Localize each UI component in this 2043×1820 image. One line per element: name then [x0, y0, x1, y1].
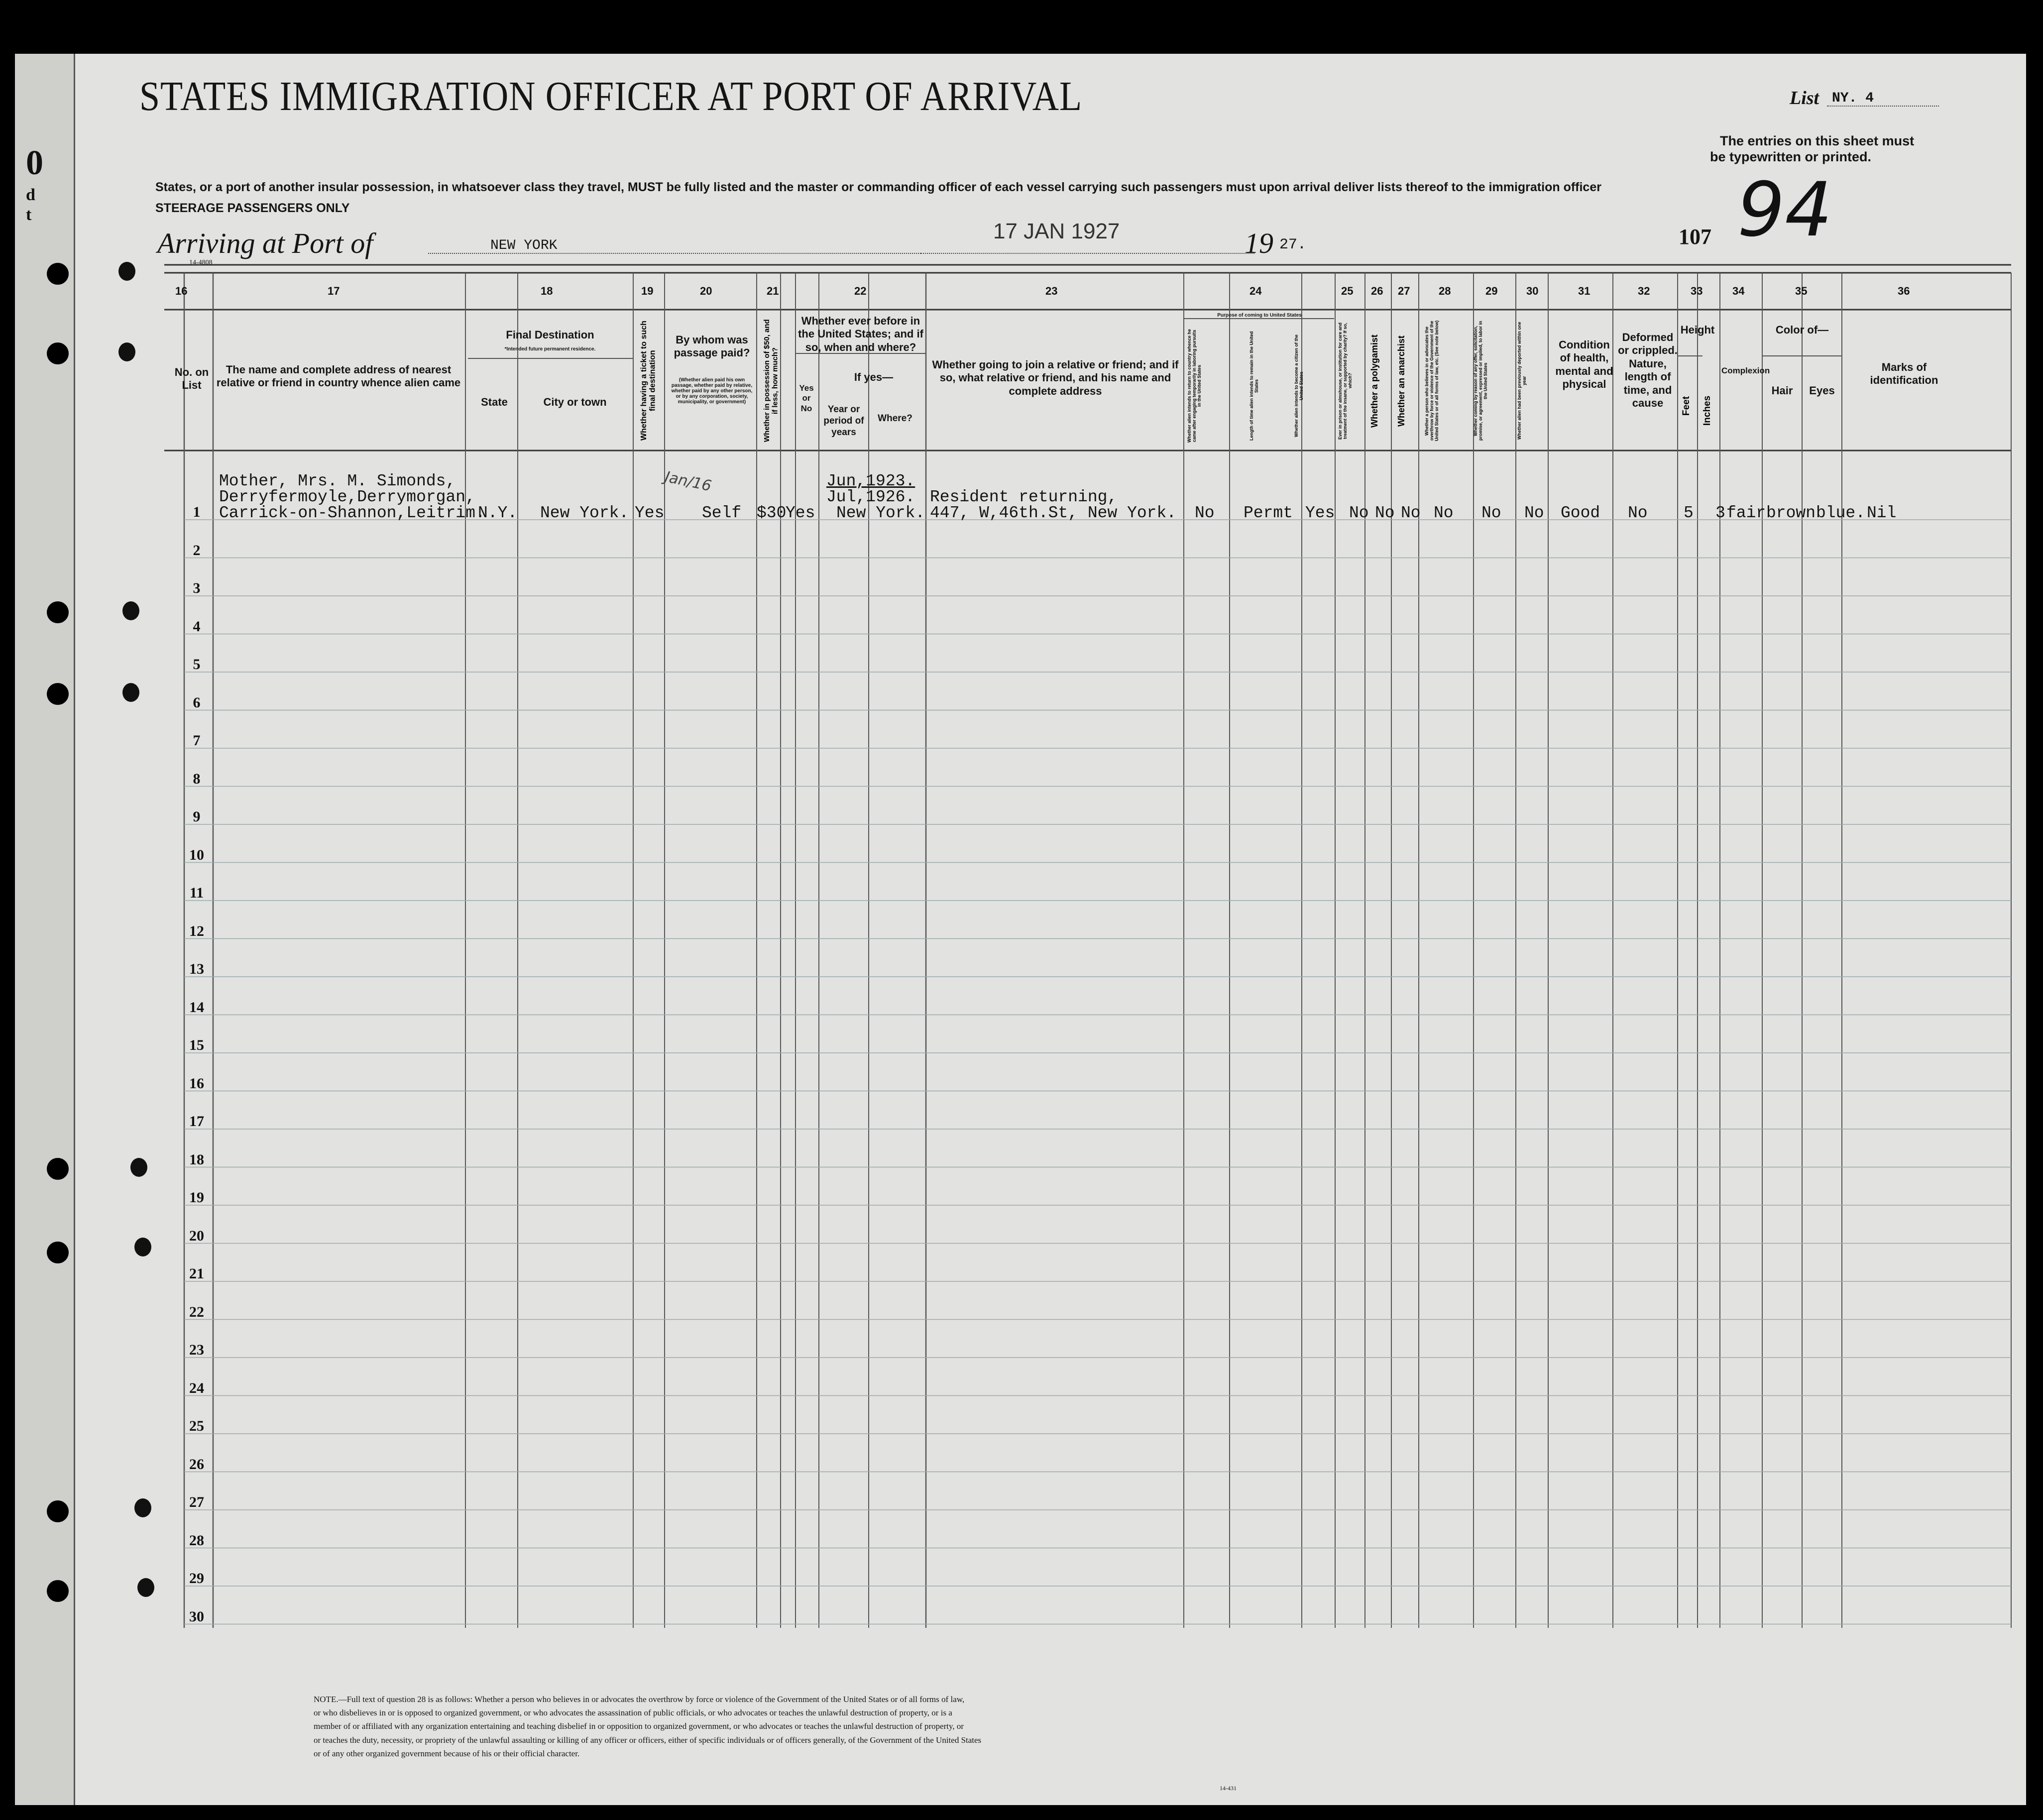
- row-number: 17: [189, 1113, 204, 1130]
- footnote-line: or teaches the duty, necessity, or propriety of the unlawful assaulting or killing of any officer or officers, either of specific individuals or of officers generally, of the Government of the United States: [314, 1735, 982, 1745]
- where-value: New York.: [836, 504, 925, 522]
- col-header-q29: Whether coming by reason of any offer, solicitation, promise, or agreement, expressed or implied, to labor in the United States: [1473, 321, 1488, 441]
- row-number: 5: [193, 656, 201, 673]
- col-header-purpose: Purpose of coming to United States: [1217, 313, 1302, 318]
- relative-line-3: Carrick-on-Shannon,Leitrim.: [219, 504, 485, 522]
- anarchist-value: No: [1401, 504, 1421, 522]
- col-header-color: Color of—: [1775, 324, 1829, 336]
- col-header-marks: Marks of identification: [1870, 361, 1938, 387]
- page-number-printed: 107: [1679, 225, 1711, 249]
- footnote-form-number: 14-431: [1220, 1785, 1237, 1792]
- col-header-passage-note: (Whether alien paid his own passage, whether paid by relative, whether paid by any other person, or by any corporation, society, municipality, or government): [671, 377, 753, 405]
- row-number: 1: [193, 504, 201, 520]
- row-number: 12: [189, 922, 204, 939]
- row-number: 30: [189, 1608, 204, 1625]
- row-number: 16: [189, 1075, 204, 1092]
- col-number: 19: [641, 285, 654, 297]
- col-number: 29: [1485, 285, 1498, 297]
- col-header-year: Year or period of years: [823, 404, 864, 438]
- footnote-line: or who disbelieves in or is opposed to organized government, or who advocates the assassination of public officials, or who advocates or teaches the unlawful destruction of property, or is a: [314, 1708, 952, 1718]
- col-header-height: Height: [1680, 324, 1715, 336]
- col-number: 26: [1371, 285, 1383, 297]
- footnote-line: or of any other organized government because of his or their official character.: [314, 1748, 580, 1758]
- row-number: 25: [189, 1418, 204, 1434]
- row-number: 24: [189, 1379, 204, 1396]
- q25-value: No: [1349, 504, 1369, 522]
- return-intent-value: No: [1195, 504, 1215, 522]
- entries-note-2: be typewritten or printed.: [1710, 149, 1872, 164]
- ticket-value: Yes: [635, 504, 665, 522]
- col-number: 34: [1732, 285, 1745, 297]
- col-number: 24: [1249, 285, 1262, 297]
- row-number: 20: [189, 1227, 204, 1244]
- row-number: 14: [189, 999, 204, 1016]
- col-number: 25: [1341, 285, 1354, 297]
- col-number: 27: [1398, 285, 1410, 297]
- relative-line-1: Mother, Mrs. M. Simonds,: [219, 472, 456, 490]
- subtitle-line: States, or a port of another insular possession, in whatsoever class they travel, MUST be fully listed and the master or commanding officer of each vessel carrying such passengers must upon arrival deliver lists thereof to the immigration officer: [155, 180, 1601, 194]
- row-number: 9: [193, 808, 201, 825]
- date-stamp: 17 JAN 1927: [993, 219, 1120, 243]
- feet-value: 5: [1684, 504, 1694, 522]
- col-header-no-on-list: No. on List: [174, 366, 209, 392]
- length-stay-value: Permt: [1244, 504, 1293, 522]
- row-number: 29: [189, 1570, 204, 1587]
- col-number: 18: [541, 285, 553, 297]
- row-number: 6: [193, 694, 201, 711]
- row-number: 22: [189, 1303, 204, 1320]
- money-value: $30: [757, 504, 787, 522]
- col-number: 33: [1691, 285, 1703, 297]
- col-header-city: City or town: [543, 396, 607, 408]
- hair-value: brown: [1766, 504, 1816, 522]
- year-prefix: 19: [1245, 227, 1273, 259]
- col-number: 17: [328, 285, 340, 297]
- port-name: NEW YORK: [490, 238, 558, 253]
- col-header-inches: Inches: [1702, 395, 1712, 426]
- q29-value: No: [1481, 504, 1501, 522]
- col-number: 35: [1795, 285, 1808, 297]
- row-number: 2: [193, 542, 201, 559]
- footnote-line: member of or affiliated with any organization entertaining and teaching disbelief in or opposition to organized government, or who advocates or teaches the unlawful destruction of property, or: [314, 1721, 964, 1731]
- col-header-health: Condition of health, mental and physical: [1555, 339, 1613, 391]
- col-number: 23: [1045, 285, 1058, 297]
- polygamist-value: No: [1375, 504, 1395, 522]
- row-number: 19: [189, 1189, 204, 1206]
- dest-state: N.Y.: [478, 504, 518, 522]
- entries-note-1: The entries on this sheet must: [1720, 133, 1915, 148]
- row-number: 4: [193, 618, 201, 635]
- edge-text-1: 0: [26, 144, 43, 182]
- col-number: 30: [1526, 285, 1539, 297]
- col-header-where: Where?: [878, 413, 912, 424]
- col-number: 32: [1638, 285, 1650, 297]
- col-header-ever-before: Whether ever before in the United States; and if so, when and where?: [798, 315, 923, 353]
- row-number: 28: [189, 1532, 204, 1549]
- footnote: [314, 1693, 1284, 1760]
- col-number: 28: [1439, 285, 1451, 297]
- row-number: 11: [189, 885, 204, 901]
- col-header-relative: The name and complete address of nearest relative or friend in country whence alien came: [216, 363, 461, 389]
- row-number: 27: [189, 1494, 204, 1510]
- steerage-label: STEERAGE PASSENGERS ONLY: [155, 201, 350, 215]
- col-number: 16: [175, 285, 188, 297]
- col-header-join-relative: Whether going to join a relative or friend; and if so, what relative or friend, and his name and complete address: [932, 358, 1179, 397]
- deformed-value: No: [1628, 504, 1648, 522]
- row-number: 7: [193, 732, 201, 749]
- years-line-2: Jul,1926.: [826, 488, 915, 506]
- col-number: 20: [700, 285, 712, 297]
- footnote-line: NOTE.—Full text of question 28 is as follows: Whether a person who believes in or advocates the overthrow by force or violence of the Government of the United States or of all forms of law,: [314, 1695, 965, 1704]
- col-header-complexion: Complexion: [1721, 366, 1770, 375]
- eyes-value: blue.: [1816, 504, 1866, 522]
- join-line-2: 447, W,46th.St, New York.: [930, 504, 1177, 522]
- relative-line-2: Derryfermoyle,Derrymorgan,: [219, 488, 475, 506]
- col-number: 31: [1578, 285, 1590, 297]
- marks-value: Nil: [1867, 504, 1897, 522]
- row-number: 3: [193, 580, 201, 596]
- page-number-handwritten: 94: [1737, 167, 1832, 253]
- row-number: 15: [189, 1037, 204, 1053]
- edge-text-3: t: [26, 206, 32, 224]
- row-number: 23: [189, 1342, 204, 1358]
- col-number: 22: [854, 285, 867, 297]
- col-header-final-destination: Final Destination: [506, 329, 594, 341]
- form-number: 14-4808: [189, 259, 213, 266]
- col-header-length-stay: Length of time alien intends to remain in the United States: [1249, 331, 1259, 441]
- page-title: STATES IMMIGRATION OFFICER AT PORT OF ARRIVAL: [139, 73, 1083, 119]
- deported-value: No: [1524, 504, 1544, 522]
- col-header-deported: Whether alien had been previously deported within one year: [1517, 322, 1527, 440]
- col-header-money: Whether in possession of $50, and if less, how much?: [763, 319, 780, 443]
- inches-value: 3: [1715, 504, 1725, 522]
- col-header-return-intent: Whether alien intends to return to country whence he came after engaging temporarily in laboring pursuits in the United States: [1187, 329, 1202, 443]
- col-header-eyes: Eyes: [1809, 384, 1835, 397]
- col-header-if-yes: If yes—: [854, 371, 894, 383]
- row-number: 13: [189, 961, 204, 977]
- edge-text-2: d: [26, 186, 35, 204]
- row-number: 26: [189, 1456, 204, 1473]
- complexion-value: fair: [1726, 504, 1766, 522]
- col-header-destination-note: *Intended future permanent residence.: [504, 346, 596, 352]
- dest-city: New York.: [540, 504, 629, 522]
- col-header-citizen-intent: Whether alien intends to become a citizen of the United States: [1294, 334, 1304, 438]
- list-label: List: [1790, 88, 1819, 109]
- col-number: 21: [767, 285, 779, 297]
- year-value: 27.: [1279, 236, 1307, 253]
- years-line-1: Jun,1923.: [826, 472, 915, 490]
- row-number: 18: [189, 1151, 204, 1168]
- list-value: NY. 4: [1832, 91, 1874, 106]
- col-header-prison: Ever in prison or almshouse, or institution for care and treatment of the insane, or supported by charity? If so, which?: [1338, 322, 1353, 440]
- col-header-ticket: Whether having a ticket to such final destination: [640, 321, 657, 441]
- col-header-passage-paid: By whom was passage paid?: [674, 334, 750, 359]
- before-value: Yes: [786, 504, 815, 522]
- handwritten-annotation: Jan/16: [663, 468, 713, 495]
- col-header-anarchist: Whether an anarchist: [1396, 335, 1406, 427]
- health-value: Good: [1561, 504, 1600, 522]
- citizen-value: Yes: [1305, 504, 1335, 522]
- col-number: 36: [1898, 285, 1910, 297]
- join-line-1: Resident returning,: [930, 488, 1118, 506]
- col-header-q28: Whether a person who believes in or advocates the overthrow by force or violence of the Government of the United States or of all forms of law, etc. (See note below): [1424, 320, 1439, 442]
- col-header-state: State: [481, 396, 508, 408]
- col-header-feet: Feet: [1681, 396, 1692, 416]
- col-header-hair: Hair: [1771, 384, 1793, 397]
- q28-value: No: [1434, 504, 1454, 522]
- col-header-yes-no: Yes or No: [799, 383, 814, 413]
- passage-paid-value: Self: [702, 504, 742, 522]
- col-header-deformed: Deformed or crippled. Nature, length of time, and cause: [1618, 331, 1678, 409]
- arriving-label: Arriving at Port of: [157, 227, 373, 259]
- row-number: 21: [189, 1265, 204, 1282]
- row-number: 8: [193, 770, 201, 787]
- col-header-polygamist: Whether a polygamist: [1369, 334, 1379, 428]
- row-number: 10: [189, 846, 204, 863]
